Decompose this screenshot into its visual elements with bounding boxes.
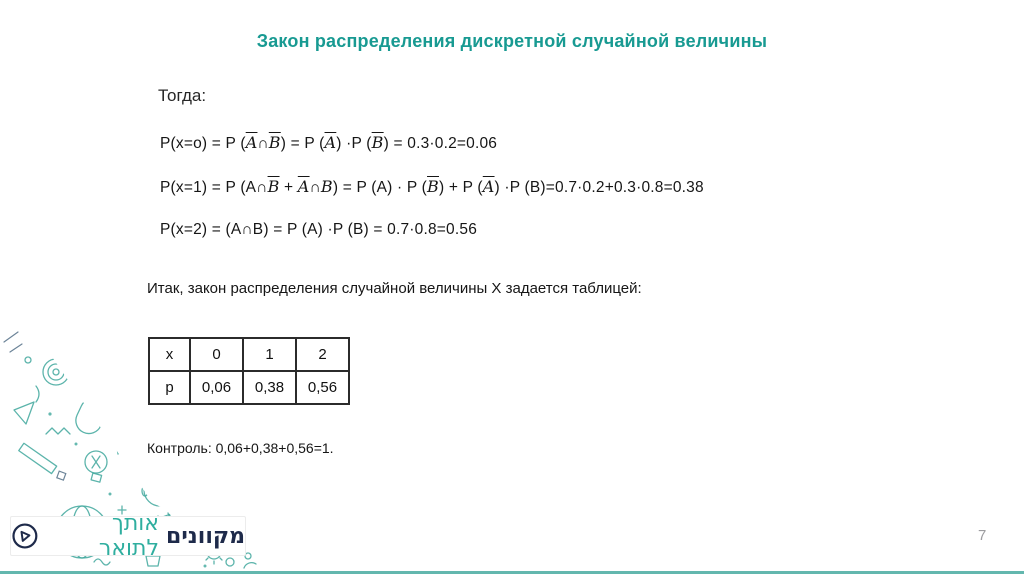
brand-text-primary: מקוונים (166, 523, 245, 549)
math-variable: $\overline{A}$ (245, 133, 258, 152)
table-cell: 1 (243, 338, 296, 371)
table-cell: 0,56 (296, 371, 349, 404)
slide-title: Закон распределения дискретной случайной величины (256, 31, 768, 51)
table-cell: 0,06 (190, 371, 243, 404)
math-variable: $\overline{A}$ (482, 177, 495, 196)
math-variable: $\overline{B}$ (267, 177, 280, 196)
table-cell: 0 (190, 338, 243, 371)
math-variable: $\overline{A}$ (324, 133, 337, 152)
formula-line (160, 133, 497, 153)
brand-logo (10, 511, 246, 561)
formula-text: ) = P ( (280, 135, 325, 152)
table-cell: 2 (296, 338, 349, 371)
table-cell: 0,38 (243, 371, 296, 404)
then-label: Тогда: (158, 86, 207, 105)
math-variable: $\overline{A}$ (297, 177, 310, 196)
formula-text: ) = P (A) · P ( (332, 179, 428, 196)
math-variable: $\overline{B}$ (268, 133, 281, 152)
formula-text: ) ·P (B)=0.7·0.2+0.3·0.8=0.38 (494, 179, 704, 196)
formula-text: ∩ (257, 135, 269, 152)
brand-text-secondary: אותך לתואר (98, 511, 159, 561)
formula-text: + (279, 179, 298, 196)
page-number: 7 (978, 527, 987, 544)
formula-text: P(x=1) = P (A∩ (160, 179, 268, 196)
formula-text: ∩ (309, 179, 321, 196)
math-variable: $\overline{B}$ (371, 133, 384, 152)
formula-text: P(x=2) = (A∩B) = P (A) ·P (B) = 0.7·0.8=0.56 (160, 221, 478, 238)
formula-line (160, 221, 477, 239)
formula-text: ) ·P ( (336, 135, 372, 152)
math-variable: B (320, 177, 333, 196)
math-variable: $\overline{B}$ (427, 177, 439, 196)
table-cell: x (149, 338, 190, 371)
formula-text: P(x=o) = P ( (160, 135, 246, 152)
intro-text: Итак, закон распределения случайной величины X задается таблицей: (147, 280, 642, 297)
play-icon (11, 522, 39, 550)
control-text: Контроль: 0,06+0,38+0,56=1. (147, 440, 334, 456)
formula-line (160, 177, 704, 197)
formula-text: ) + P ( (439, 179, 483, 196)
formula-text: ) = 0.3·0.2=0.06 (383, 135, 498, 152)
table-cell: p (149, 371, 190, 404)
